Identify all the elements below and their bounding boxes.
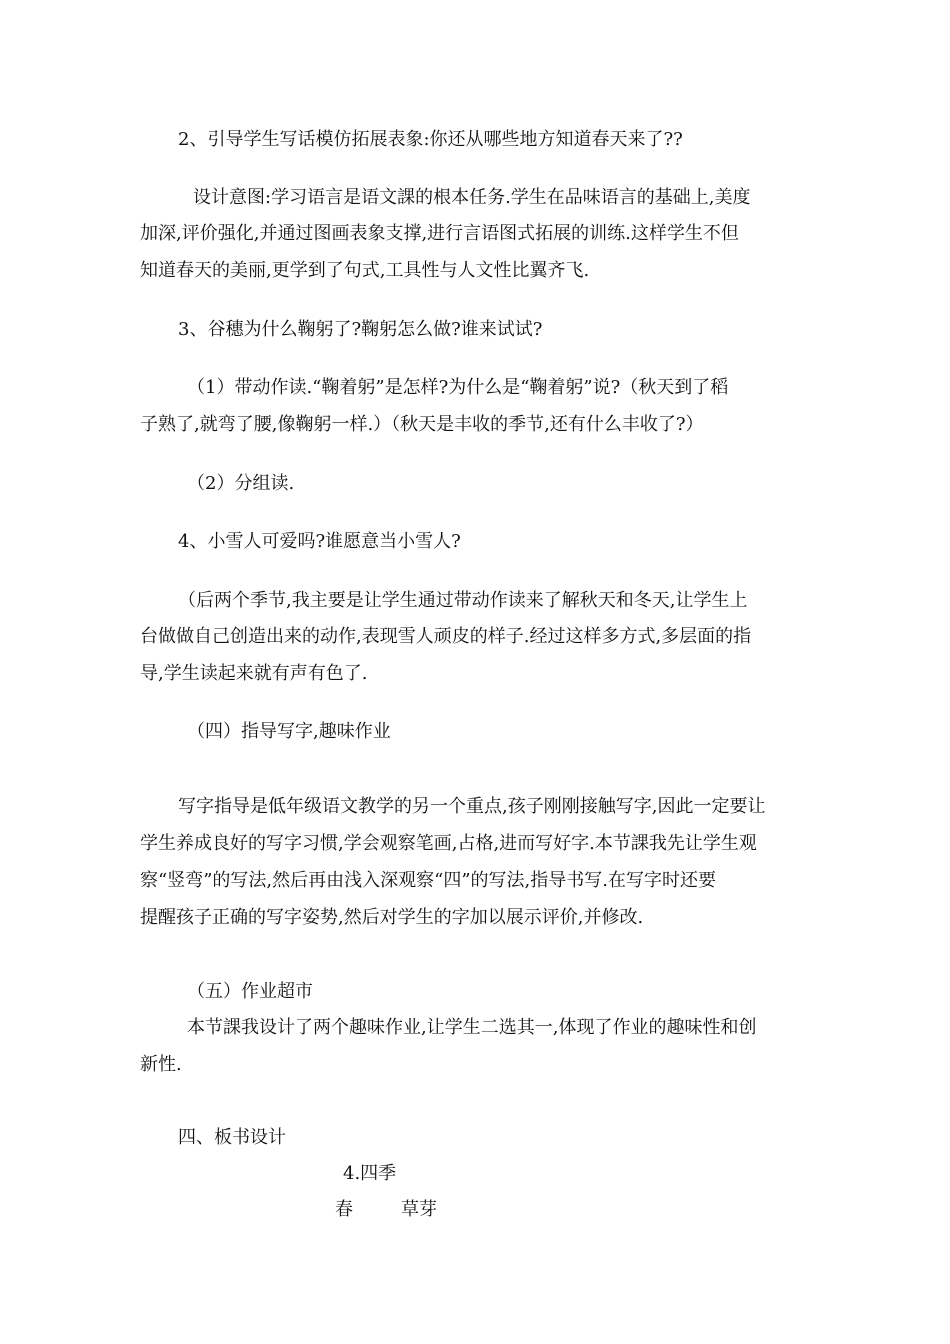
paragraph-line: 新性. (140, 1054, 182, 1075)
paragraph-line: 加深,评价强化,并通过图画表象支撑,进行言语图式拓展的训练.这样学生不但 (140, 223, 739, 244)
paragraph-line: 本节課我设计了两个趣味作业,让学生二选其一,体现了作业的趣味性和创 (187, 1017, 757, 1038)
paragraph-line: 子熟了,就弯了腰,像鞠躬一样.）（秋天是丰收的季节,还有什么丰收了?） (140, 414, 704, 435)
paragraph-line: 4、小雪人可爱吗?谁愿意当小雪人? (178, 531, 461, 552)
paragraph-line: 写字指导是低年级语文教学的另一个重点,孩子刚刚接触写字,因此一定要让 (178, 796, 766, 817)
paragraph-line: （后两个季节,我主要是让学生通过带动作读来了解秋天和冬天,让学生上 (178, 590, 748, 611)
paragraph-line: （1）带动作读.“鞠着躬”是怎样?为什么是“鞠着躬”说?（秋天到了稻 (187, 377, 729, 398)
board-item: 草芽 (401, 1199, 437, 1220)
board-row (335, 1198, 437, 1222)
section-heading: 四、板书设计 (178, 1127, 286, 1148)
paragraph-line: 2、引导学生写话模仿拓展表象:你还从哪些地方知道春天来了?? (178, 129, 683, 150)
paragraph-line: 设计意图:学习语言是语文課的根本任务.学生在品味语言的基础上,美度 (193, 187, 751, 208)
section-heading: （四）指导写字,趣味作业 (187, 721, 391, 742)
board-title: 4.四季 (343, 1163, 397, 1184)
paragraph-line: 台做做自己创造出来的动作,表现雪人顽皮的样子.经过这样多方式,多层面的指 (140, 626, 752, 647)
board-season: 春 (335, 1199, 353, 1220)
paragraph-line: 知道春天的美丽,更学到了句式,工具性与人文性比翼齐飞. (140, 260, 590, 281)
paragraph-line: （2）分组读. (187, 473, 295, 494)
paragraph-line: 导,学生读起来就有声有色了. (140, 663, 368, 684)
paragraph-line: 学生养成良好的写字习惯,学会观察笔画,占格,进而写好字.本节課我先让学生观 (140, 833, 757, 854)
paragraph-line: 3、谷穗为什么鞠躬了?鞠躬怎么做?谁来试试? (178, 319, 543, 340)
section-heading: （五）作业超市 (187, 981, 313, 1002)
paragraph-line: 察“竖弯”的写法,然后再由浅入深观察“四”的写法,指导书写.在写字时还要 (140, 870, 716, 891)
paragraph-line: 提醒孩子正确的写字姿势,然后对学生的字加以展示评价,并修改. (140, 907, 644, 928)
